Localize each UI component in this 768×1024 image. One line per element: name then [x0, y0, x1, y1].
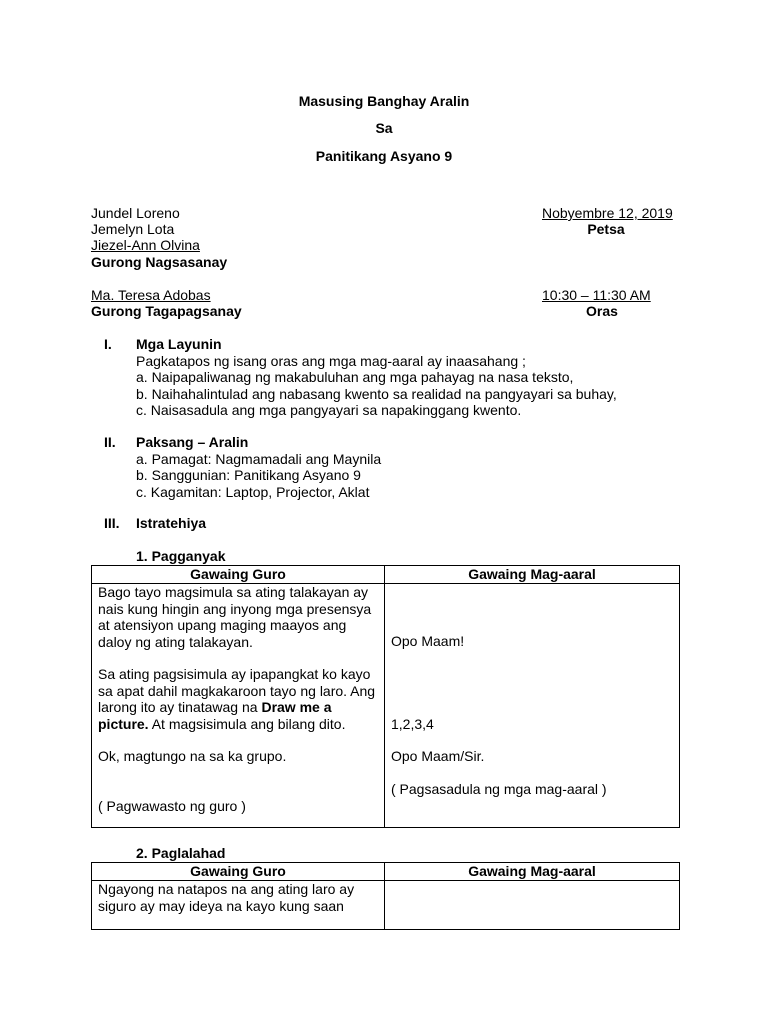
text-line: at atensiyon upang maging maayos ang [98, 617, 347, 633]
paglalahad-table [91, 862, 680, 930]
pagganyak-col-aaral: Gawaing Mag-aaral [385, 566, 680, 584]
teacher-name-3: Jiezel-Ann Olvina [91, 237, 200, 253]
title-line-3: Panitikang Asyano 9 [315, 148, 453, 164]
date-label: Petsa [587, 221, 625, 237]
text-line: sa apat dahil magkakaroon tayo ng laro. Ang [98, 682, 376, 699]
section-1-line: a. Naipapaliwanag ng makabuluhan ang mga pahayag na nasa teksto, [136, 369, 574, 385]
text-line [98, 716, 378, 733]
supervisor-name: Ma. Teresa Adobas [91, 287, 211, 303]
text-run: larong ito ay tinatawag na [98, 699, 262, 715]
pagganyak-guro-cell [92, 584, 385, 828]
title-line-2: Sa [375, 120, 393, 136]
guro-paragraph-2 [98, 666, 378, 732]
aaral-response-2: 1,2,3,4 [391, 715, 434, 732]
title-line-1: Masusing Banghay Aralin [298, 93, 470, 109]
paglalahad-col-aaral: Gawaing Mag-aaral [385, 863, 680, 881]
section-3-number: III. [104, 515, 120, 531]
guro-paragraph-1 [98, 584, 378, 650]
section-3-title: Istratehiya [136, 515, 207, 531]
section-1-title: Mga Layunin [136, 336, 222, 352]
section-1-line: b. Naihahalintulad ang nabasang kwento sa realidad na pangyayari sa buhay, [136, 385, 617, 402]
text-line: Sa ating pagsisimula ay ipapangkat ko kayo [98, 666, 371, 682]
teacher-name-2: Jemelyn Lota [91, 221, 175, 237]
aaral-response-1: Opo Maam! [391, 633, 465, 649]
guro-paragraph-3: Ok, magtungo na sa ka grupo. [98, 748, 287, 764]
text-line [98, 699, 378, 716]
text-run: At magsisimula ang bilang dito. [148, 715, 346, 732]
supervisor-label: Gurong Tagapagsanay [91, 303, 242, 319]
text-line: Bago tayo magsimula sa ating talakayan ay [98, 584, 369, 600]
text-line: siguro ay may ideya na kayo kung saan [98, 897, 344, 914]
section-1-line: c. Naisasadula ang mga pangyayari sa napakinggang kwento. [136, 402, 522, 418]
section-1-line: Pagkatapos ng isang oras ang mga mag-aaral ay inaasahang ; [136, 352, 526, 369]
paglalahad-guro-cell [92, 881, 385, 930]
text-line: Ngayong na natapos na ang ating laro ay [98, 881, 355, 897]
game-name: picture. [98, 715, 149, 732]
section-2-body [136, 434, 381, 500]
paglalahad-aaral-cell [385, 881, 680, 930]
time-label: Oras [586, 303, 618, 319]
aaral-response-3: Opo Maam/Sir. [391, 748, 485, 764]
teachers-label: Gurong Nagsasanay [91, 254, 228, 270]
section-1-number: I. [104, 336, 112, 352]
pagganyak-table [91, 565, 680, 828]
paglalahad-heading: 2. Paglalahad [136, 845, 226, 861]
section-2-line: b. Sanggunian: Panitikang Asyano 9 [136, 467, 361, 483]
guro-paragraph-4: ( Pagwawasto ng guro ) [98, 797, 246, 814]
pagganyak-aaral-cell [385, 584, 680, 828]
section-2-title: Paksang – Aralin [136, 434, 249, 450]
section-1-body [136, 336, 617, 419]
pagganyak-heading: 1. Pagganyak [136, 548, 226, 564]
paglalahad-col-guro: Gawaing Guro [92, 863, 385, 881]
time-value: 10:30 – 11:30 AM [542, 287, 651, 303]
section-2-number: II. [104, 434, 116, 450]
game-name: Draw me a [261, 699, 332, 715]
text-line: nais kung hingin ang inyong mga presensya [98, 600, 372, 617]
section-2-line: c. Kagamitan: Laptop, Projector, Aklat [136, 483, 370, 500]
text-line: daloy ng ating talakayan. [98, 633, 253, 650]
section-2-line: a. Pamagat: Nagmamadali ang Maynila [136, 450, 382, 467]
aaral-response-4: ( Pagsasadula ng mga mag-aaral ) [391, 780, 607, 797]
pagganyak-col-guro: Gawaing Guro [92, 566, 385, 584]
date-value: Nobyembre 12, 2019 [542, 205, 673, 221]
teacher-name-1: Jundel Loreno [91, 205, 180, 221]
